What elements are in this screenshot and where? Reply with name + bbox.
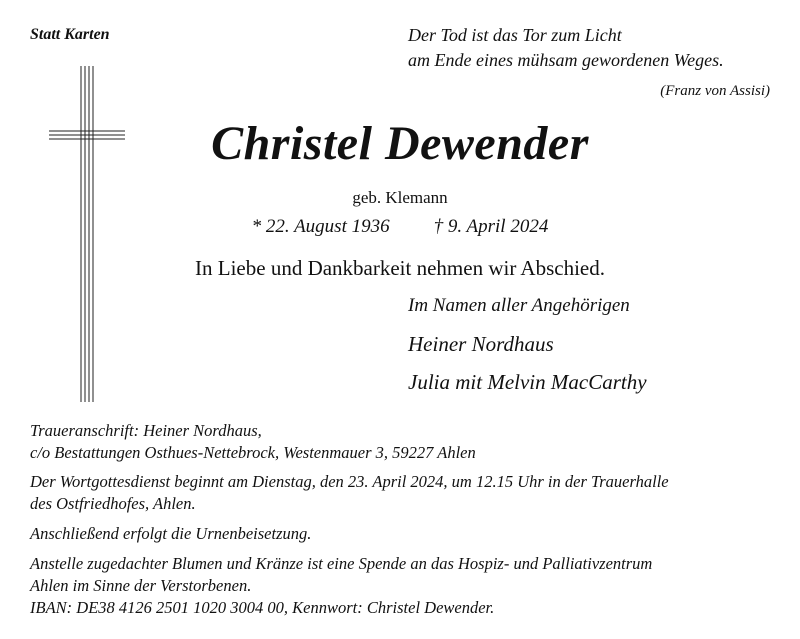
family-member: Julia mit Melvin MacCarthy [408, 370, 647, 394]
quote-attribution: (Franz von Assisi) [660, 83, 770, 99]
farewell-text: In Liebe und Dankbarkeit nehmen wir Abschied. [195, 256, 605, 280]
service-line-2: des Ostfriedhofes, Ahlen. [30, 494, 196, 513]
family-intro: Im Namen aller Angehörigen [408, 295, 630, 316]
service-line-1: Der Wortgottesdienst beginnt am Dienstag, den 23. April 2024, um 12.15 Uhr in der Trauerhalle [30, 472, 669, 491]
address-line-1: Traueranschrift: Heiner Nordhaus, [30, 421, 262, 440]
birth-date: * 22. August 1936 [251, 216, 390, 237]
life-dates [0, 216, 800, 238]
maiden-name: geb. Klemann [352, 188, 448, 207]
address-line-2: c/o Bestattungen Osthues-Nettebrock, Westenmauer 3, 59227 Ahlen [30, 443, 476, 462]
donation-line-1: Anstelle zugedachter Blumen und Kränze ist eine Spende an das Hospiz- und Palliativzentrum [30, 554, 653, 573]
donation-line-2: Ahlen im Sinne der Verstorbenen. [30, 576, 252, 595]
quote-line-2: am Ende eines mühsam gewordenen Weges. [408, 50, 724, 70]
statt-karten-label: Statt Karten [30, 26, 110, 43]
quote-line-1: Der Tod ist das Tor zum Licht [408, 25, 622, 45]
family-member: Heiner Nordhaus [408, 332, 554, 356]
burial-note: Anschließend erfolgt die Urnenbeisetzung. [30, 524, 312, 543]
death-date: † 9. April 2024 [433, 216, 549, 237]
iban-line: IBAN: DE38 4126 2501 1020 3004 00, Kennwort: Christel Dewender. [30, 598, 495, 617]
deceased-name: Christel Dewender [211, 117, 589, 170]
